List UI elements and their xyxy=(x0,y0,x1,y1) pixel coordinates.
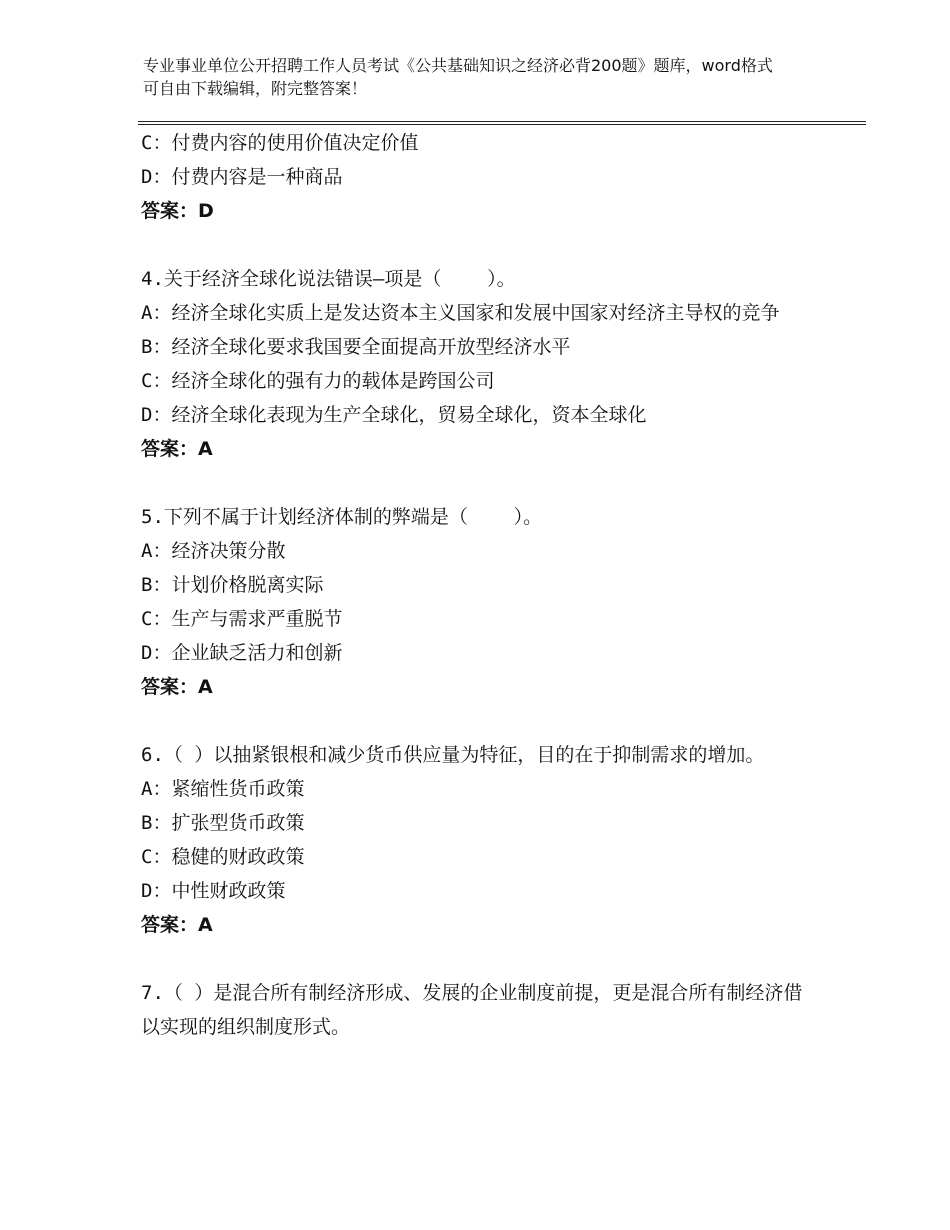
header-divider-top xyxy=(138,121,866,122)
carryover-question xyxy=(141,126,821,228)
option-c: C：经济全球化的强有力的载体是跨国公司 xyxy=(141,370,495,392)
answer: 答案：D xyxy=(141,200,214,222)
option-c: C：生产与需求严重脱节 xyxy=(141,608,343,630)
question-7 xyxy=(141,976,821,1044)
option-d: D：企业缺乏活力和创新 xyxy=(141,642,343,664)
header-title: 专业事业单位公开招聘工作人员考试《公共基础知识之经济必背200题》题库，word格式可自由下载编辑，附完整答案！ xyxy=(143,56,773,98)
question-stem: 4.关于经济全球化说法错误—项是（ ）。 xyxy=(141,268,516,290)
question-6 xyxy=(141,738,821,942)
option-b: B：计划价格脱离实际 xyxy=(141,574,324,596)
question-content xyxy=(141,126,821,1044)
option-d: D：付费内容是一种商品 xyxy=(141,166,343,188)
option-d: D：经济全球化表现为生产全球化，贸易全球化，资本全球化 xyxy=(141,404,647,426)
option-a: A：紧缩性货币政策 xyxy=(141,778,305,800)
option-b: B：扩张型货币政策 xyxy=(141,812,305,834)
answer: 答案：A xyxy=(141,676,213,698)
question-5 xyxy=(141,500,821,704)
question-stem: 5.下列不属于计划经济体制的弊端是（ ）。 xyxy=(141,506,543,528)
option-c: C：付费内容的使用价值决定价值 xyxy=(141,132,419,154)
answer: 答案：A xyxy=(141,914,213,936)
question-4 xyxy=(141,262,821,466)
option-a: A：经济决策分散 xyxy=(141,540,286,562)
answer: 答案：A xyxy=(141,438,213,460)
document-header xyxy=(143,54,773,100)
option-c: C：稳健的财政政策 xyxy=(141,846,305,868)
question-stem: 7.（ ）是混合所有制经济形成、发展的企业制度前提，更是混合所有制经济借以实现的组织制度形式。 xyxy=(141,982,803,1038)
option-a: A：经济全球化实质上是发达资本主义国家和发展中国家对经济主导权的竞争 xyxy=(141,302,780,324)
question-stem: 6.（ ）以抽紧银根和减少货币供应量为特征，目的在于抑制需求的增加。 xyxy=(141,744,765,766)
option-d: D：中性财政政策 xyxy=(141,880,286,902)
header-divider-bottom xyxy=(138,124,866,125)
option-b: B：经济全球化要求我国要全面提高开放型经济水平 xyxy=(141,336,571,358)
